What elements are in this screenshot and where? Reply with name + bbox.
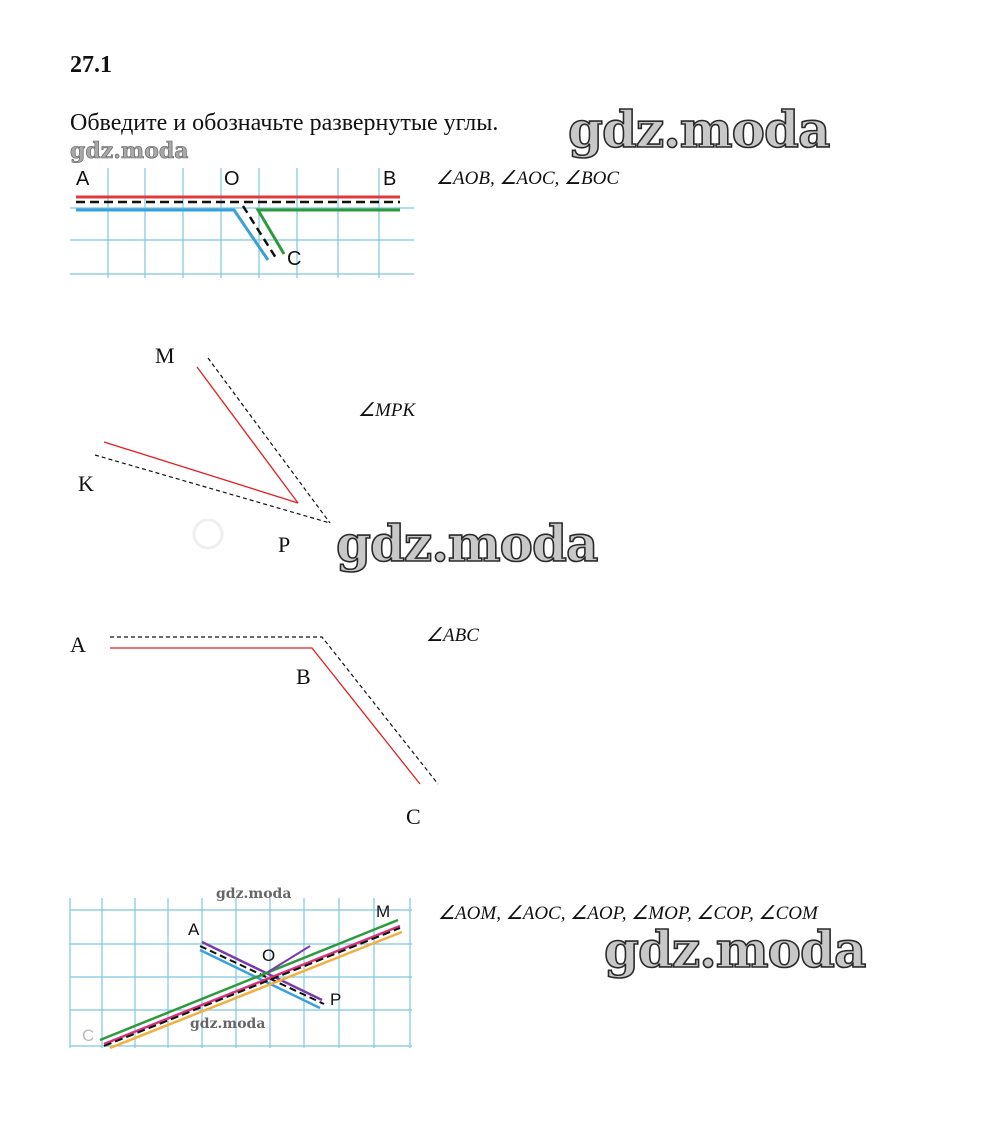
answer-figure-1: ∠AOB, ∠AOC, ∠BOC — [436, 168, 620, 189]
point-m-label: M — [155, 343, 175, 368]
point-c-label: C — [287, 248, 302, 270]
watermark: gdz.moda — [336, 514, 598, 573]
answer-figure-3: ∠ABC — [426, 625, 479, 646]
point-a-label: A — [188, 920, 200, 939]
point-k-label: K — [78, 471, 94, 496]
point-b-label: B — [296, 664, 311, 689]
watermark-small: gdz.moda — [216, 886, 292, 902]
point-a-label: A — [70, 632, 86, 657]
point-m-label: M — [376, 902, 391, 921]
point-p-label: P — [330, 990, 342, 1009]
point-b-label: B — [383, 168, 397, 190]
point-o-label: O — [224, 168, 240, 190]
watermark: gdz.moda — [604, 920, 866, 979]
point-c-label: C — [82, 1026, 95, 1045]
point-a-label: A — [76, 168, 90, 190]
point-p-label: P — [278, 532, 291, 557]
watermark-small: gdz.moda — [70, 138, 189, 164]
point-c-label: C — [406, 804, 421, 829]
watermark: gdz.moda — [568, 100, 830, 159]
task-text: Обведите и обозначьте развернутые углы. — [70, 110, 499, 136]
watermark-small: gdz.moda — [190, 1016, 266, 1032]
answer-figure-2: ∠MPK — [358, 400, 416, 421]
answer-figure-4: ∠AOM, ∠AOC, ∠AOP, ∠MOP, ∠COP, ∠COM — [438, 903, 818, 924]
point-o-label: O — [262, 946, 276, 965]
exercise-number: 27.1 — [70, 52, 112, 78]
